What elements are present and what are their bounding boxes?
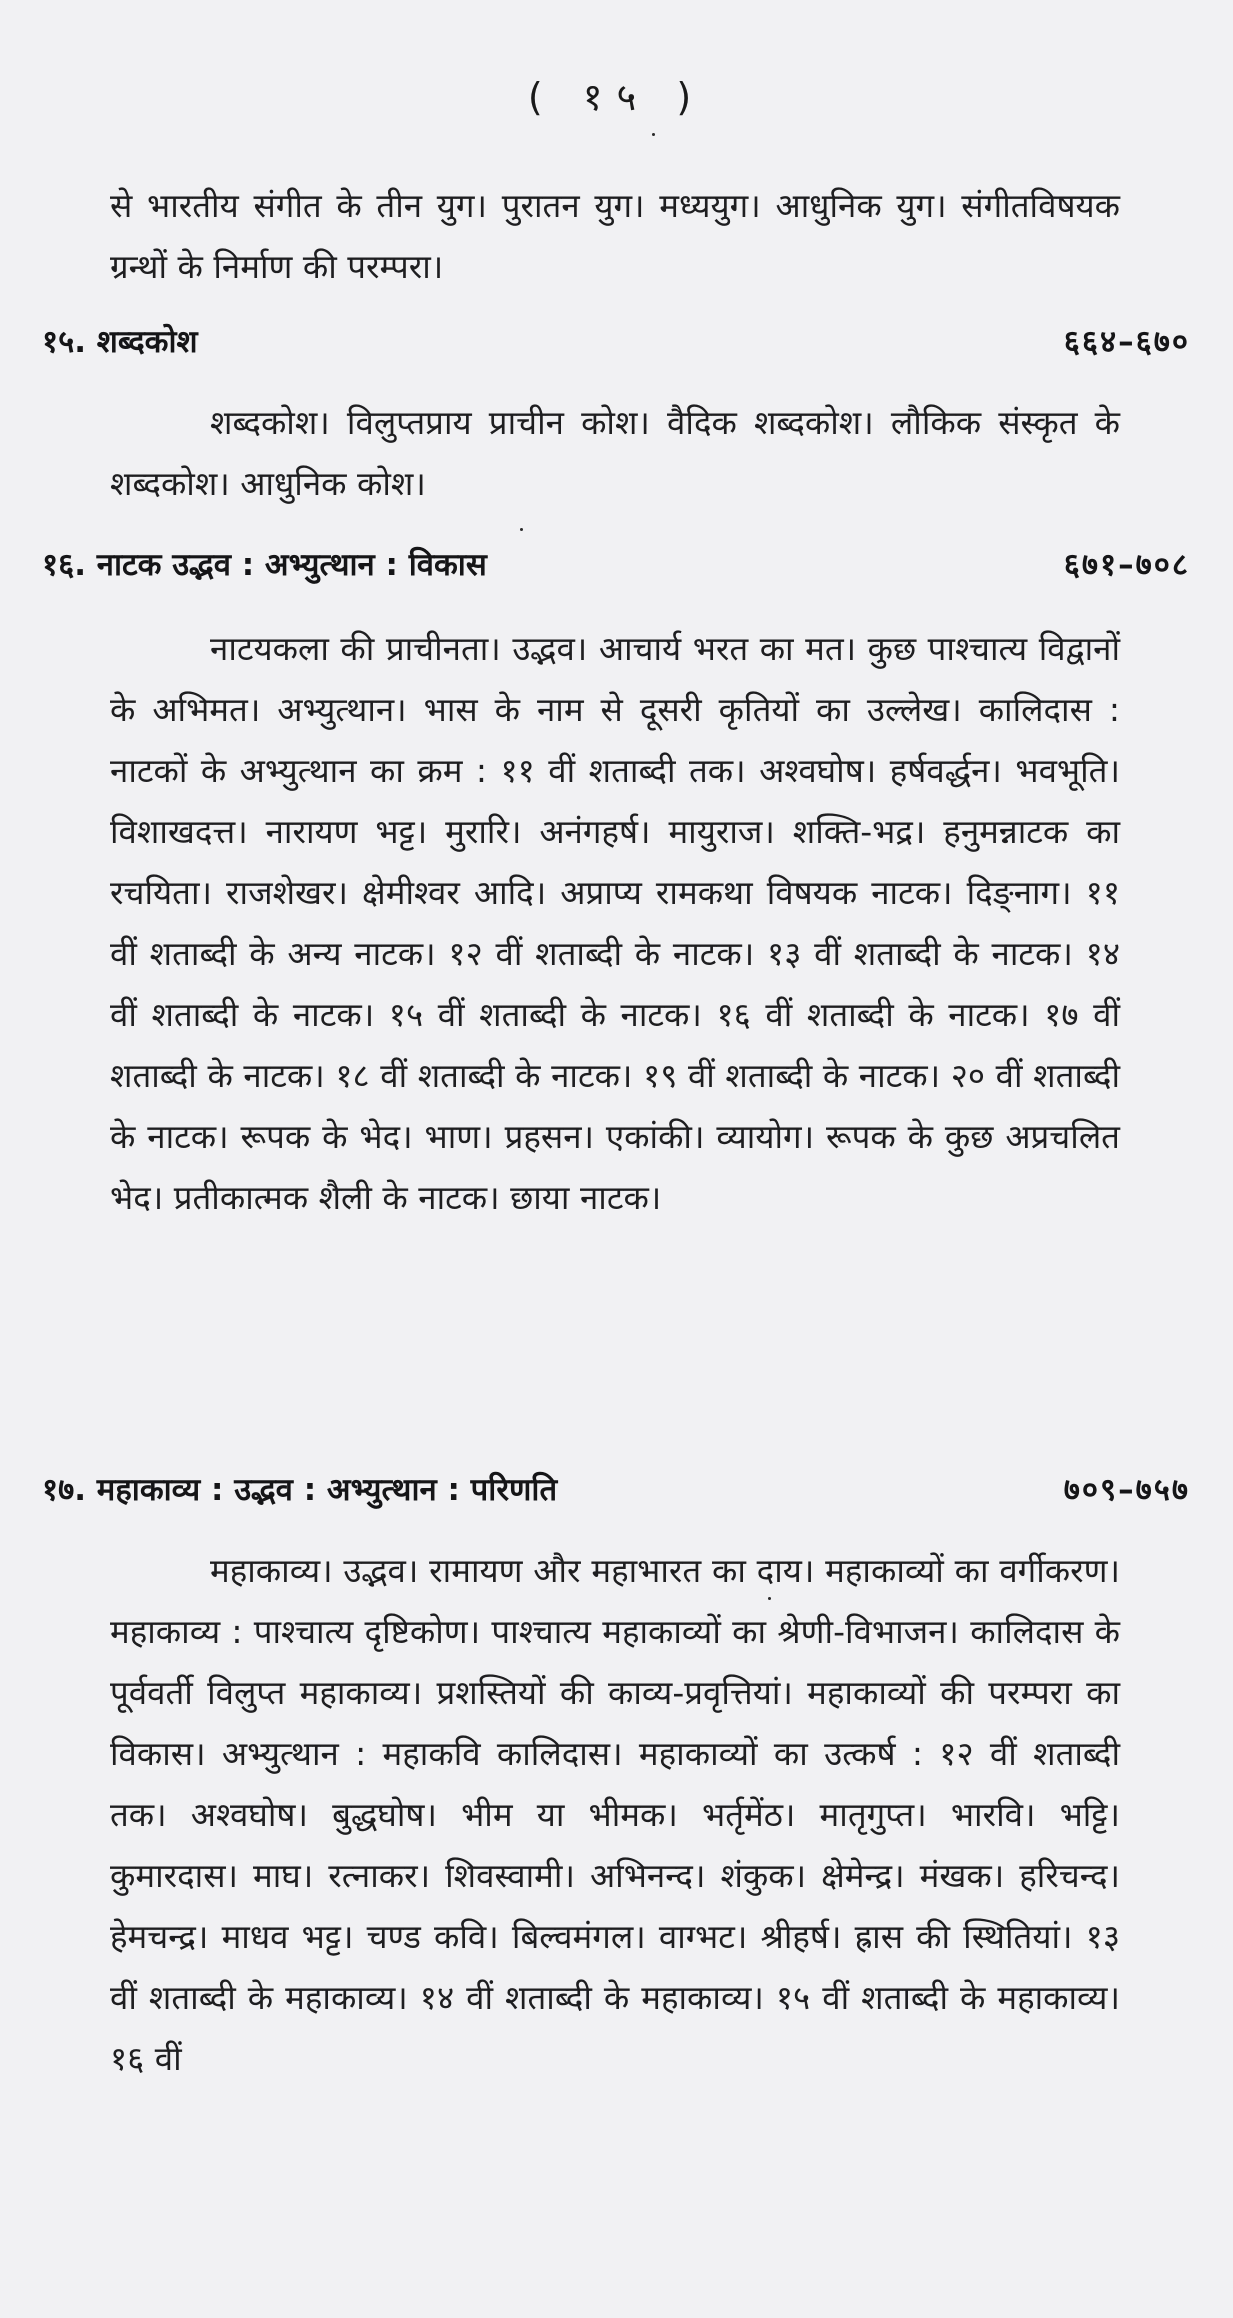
section-pages-15: ६६४–६७०: [1063, 324, 1190, 360]
ink-speck: [768, 1597, 771, 1600]
section-body-15: [110, 392, 1120, 514]
section-heading-16: [42, 543, 1190, 595]
section-text-15: शब्दकोश। विलुप्तप्राय प्राचीन कोश। वैदिक शब्दकोश। लौकिक संस्कृत के शब्दकोश। आधुनिक कोश।: [110, 403, 1120, 503]
section-body-16: [110, 618, 1120, 1418]
section-title-16: १६. नाटक उद्भव : अभ्युत्थान : विकास: [42, 547, 487, 583]
intro-text: से भारतीय संगीत के तीन युग। पुरातन युग। मध्ययुग। आधुनिक युग। संगीतविषयक ग्रन्थों के निर्माण की परम्परा।: [110, 186, 1120, 286]
section-heading-15: [42, 320, 1190, 372]
intro-paragraph: [110, 175, 1120, 297]
section-pages-17: ७०९–७५७: [1063, 1472, 1190, 1508]
ink-speck: [652, 133, 655, 136]
page-number: ( १५ ): [527, 75, 706, 119]
section-title-17: १७. महाकाव्य : उद्भव : अभ्युत्थान : परिणति: [42, 1472, 558, 1508]
section-text-17: महाकाव्य। उद्भव। रामायण और महाभारत का दाय। महाकाव्यों का वर्गीकरण। महाकाव्य : पाश्चात्य दृष्टिकोण। पाश्चात्य महाकाव्यों का श्रेणी-विभाजन। कालिदास के पूर्ववर्ती विलुप्त महाकाव्य। प्रशस्तियों की काव्य-प्रवृत्तियां। महाकाव्यों की परम्परा का विकास। अभ्युत्थान : महाकवि कालिदास। महाकाव्यों का उत्कर्ष : १२ वीं शताब्दी तक। अश्वघोष। बुद्धघोष। भीम या भीमक। भर्तृमेंठ। मातृगुप्त। भारवि। भट्टि। कुमारदास। माघ। रत्नाकर। शिवस्वामी। अभिनन्द। शंकुक। क्षेमेन्द्र। मंखक। हरिचन्द। हेमचन्द्र। माधव भट्ट। चण्ड कवि। बिल्वमंगल। वाग्भट। श्रीहर्ष। ह्रास की स्थितियां। १३ वीं शताब्दी के महाकाव्य। १४ वीं शताब्दी के महाकाव्य। १५ वीं शताब्दी के महाकाव्य। १६ वीं: [110, 1551, 1120, 2078]
section-body-17: [110, 1540, 1120, 2220]
ink-speck: [520, 528, 523, 531]
section-text-16: नाटयकला की प्राचीनता। उद्भव। आचार्य भरत का मत। कुछ पाश्चात्य विद्वानों के अभिमत। अभ्युत्थान। भास के नाम से दूसरी कृतियों का उल्लेख। कालिदास : नाटकों के अभ्युत्थान का क्रम : ११ वीं शताब्दी तक। अश्वघोष। हर्षवर्द्धन। भवभूति। विशाखदत्त। नारायण भट्ट। मुरारि। अनंगहर्ष। मायुराज। शक्ति-भद्र। हनुमन्नाटक का रचयिता। राजशेखर। क्षेमीश्वर आदि। अप्राप्य रामकथा विषयक नाटक। दिङ्नाग। ११ वीं शताब्दी के अन्य नाटक। १२ वीं शताब्दी के नाटक। १३ वीं शताब्दी के नाटक। १४ वीं शताब्दी के नाटक। १५ वीं शताब्दी के नाटक। १६ वीं शताब्दी के नाटक। १७ वीं शताब्दी के नाटक। १८ वीं शताब्दी के नाटक। १९ वीं शताब्दी के नाटक। २० वीं शताब्दी के नाटक। रूपक के भेद। भाण। प्रहसन। एकांकी। व्यायोग। रूपक के कुछ अप्रचलित भेद। प्रतीकात्मक शैली के नाटक। छाया नाटक।: [110, 629, 1120, 1217]
section-heading-17: [42, 1468, 1190, 1520]
section-title-15: १५. शब्दकोश: [42, 324, 198, 360]
section-pages-16: ६७१–७०८: [1063, 547, 1190, 583]
